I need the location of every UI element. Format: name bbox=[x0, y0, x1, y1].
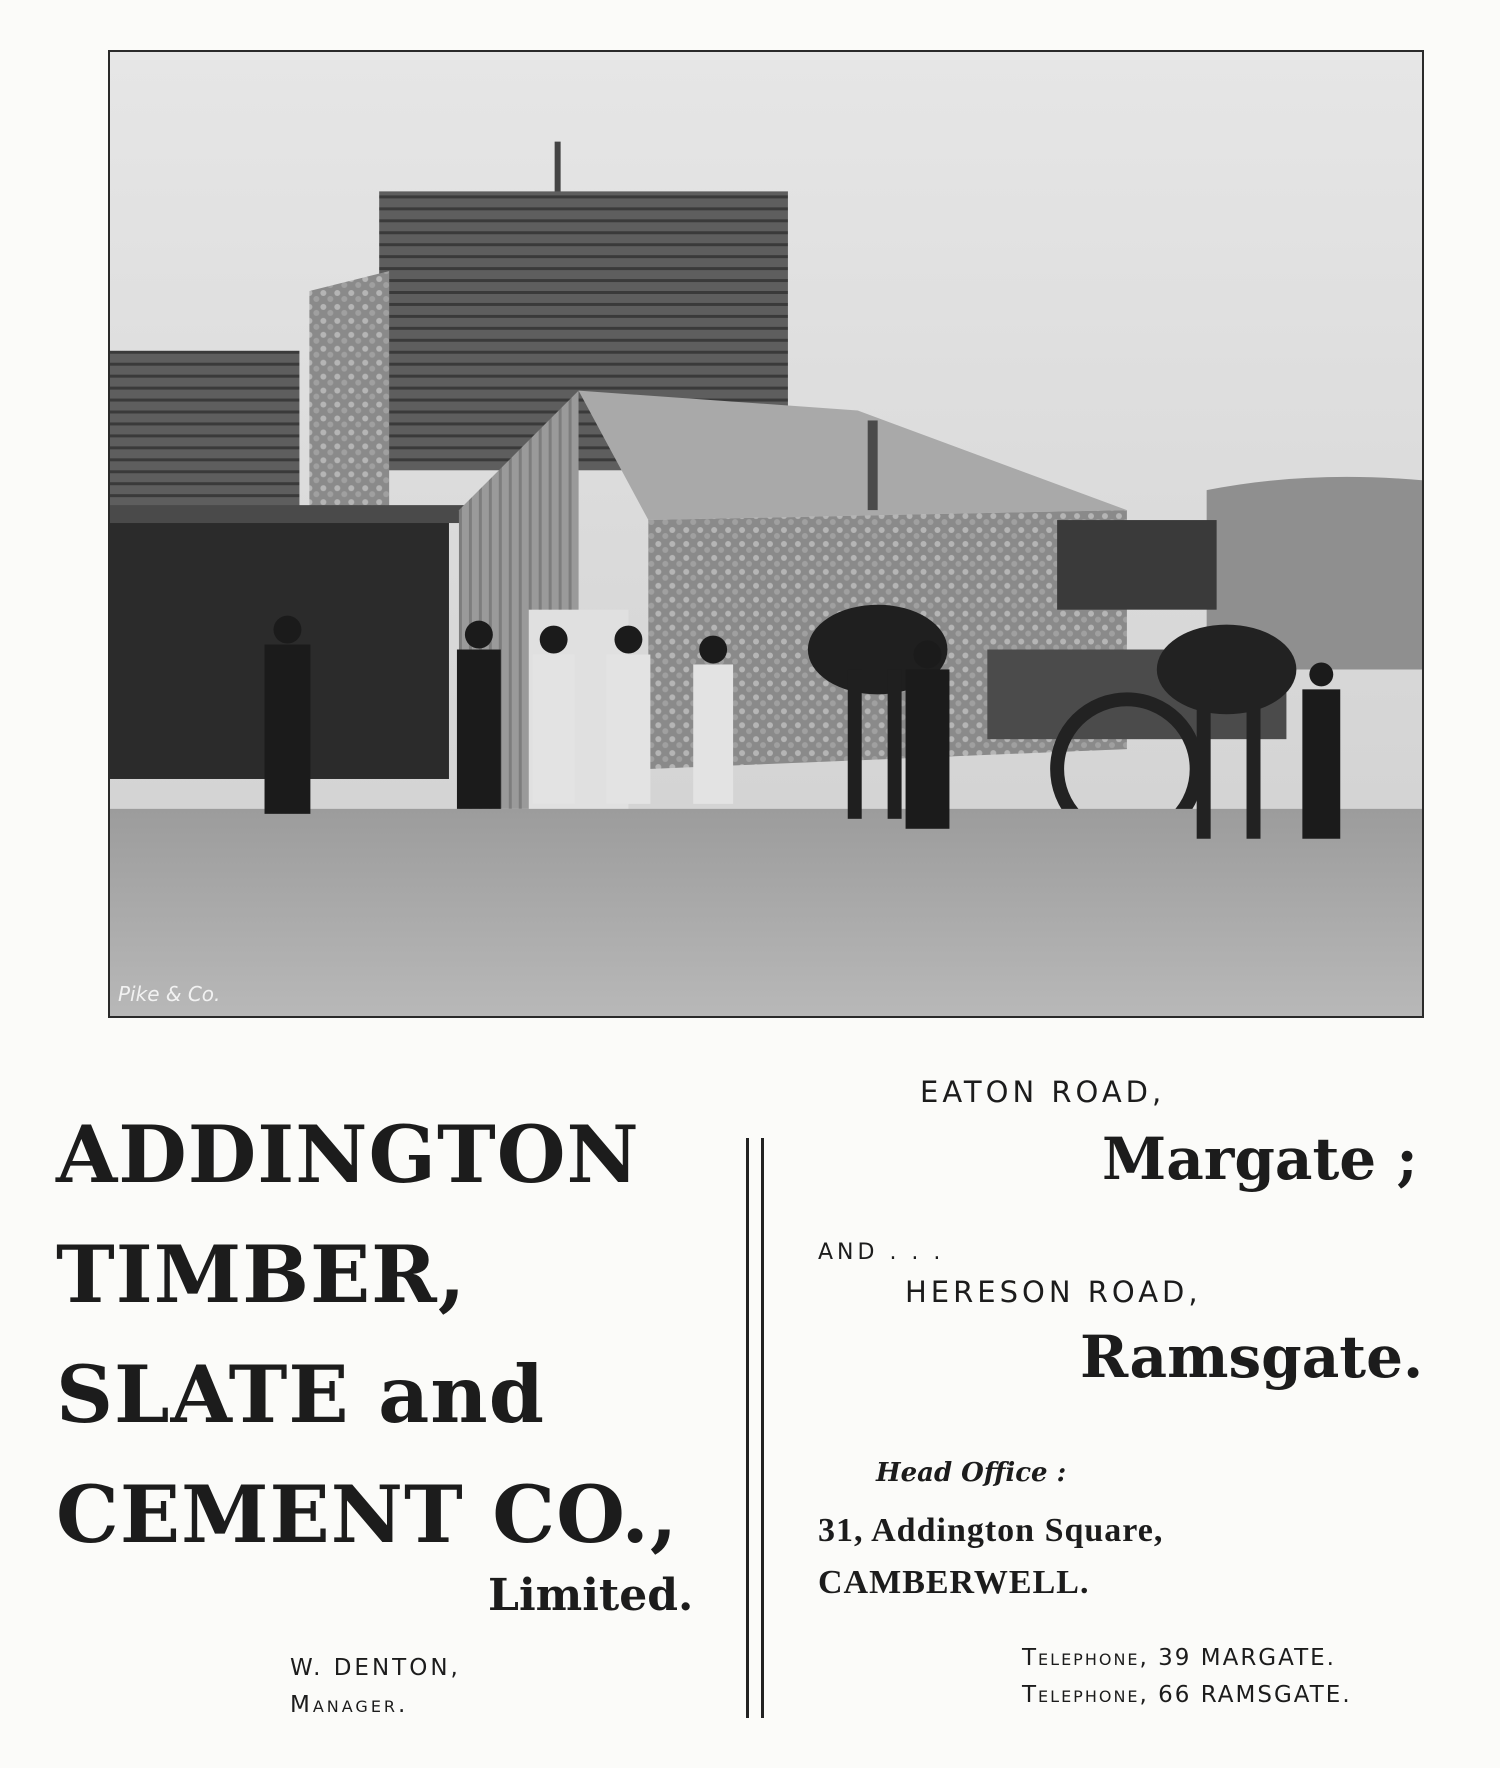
column-divider-right bbox=[761, 1138, 764, 1718]
company-name-line-4: CEMENT CO., bbox=[56, 1468, 679, 1561]
company-suffix: Limited. bbox=[488, 1570, 694, 1621]
telephone-number-2: 66 RAMSGATE. bbox=[1158, 1682, 1352, 1708]
manager-block bbox=[290, 1650, 461, 1724]
head-office-address bbox=[818, 1505, 1163, 1609]
head-office-label: Head Office : bbox=[876, 1458, 1067, 1488]
telephone-list bbox=[1022, 1640, 1352, 1714]
photo-credit: Pike & Co. bbox=[118, 982, 221, 1006]
timber-yard-illustration bbox=[110, 52, 1422, 1016]
column-divider-left bbox=[746, 1138, 749, 1718]
company-name-line-1: ADDINGTON bbox=[56, 1108, 640, 1201]
telephone-line-2 bbox=[1022, 1677, 1352, 1714]
first-road: EATON ROAD, bbox=[920, 1075, 1166, 1109]
yard-photograph bbox=[108, 50, 1424, 1018]
connector-text: AND . . . bbox=[818, 1240, 945, 1265]
manager-name: W. DENTON, bbox=[290, 1655, 461, 1681]
telephone-label-1: Telephone, bbox=[1022, 1645, 1149, 1671]
telephone-number-1: 39 MARGATE. bbox=[1158, 1645, 1336, 1671]
company-name bbox=[56, 1095, 696, 1575]
company-name-line-3: SLATE and bbox=[56, 1348, 545, 1441]
head-office-district: CAMBERWELL. bbox=[818, 1564, 1090, 1601]
manager-title: Manager. bbox=[290, 1692, 409, 1718]
telephone-label-2: Telephone, bbox=[1022, 1682, 1149, 1708]
company-name-line-2: TIMBER, bbox=[56, 1228, 467, 1321]
second-town: Ramsgate. bbox=[1080, 1323, 1424, 1391]
telephone-line-1 bbox=[1022, 1640, 1352, 1677]
head-office-street: 31, Addington Square, bbox=[818, 1512, 1164, 1549]
second-road: HERESON ROAD, bbox=[905, 1275, 1202, 1309]
first-town: Margate ; bbox=[1102, 1125, 1418, 1193]
